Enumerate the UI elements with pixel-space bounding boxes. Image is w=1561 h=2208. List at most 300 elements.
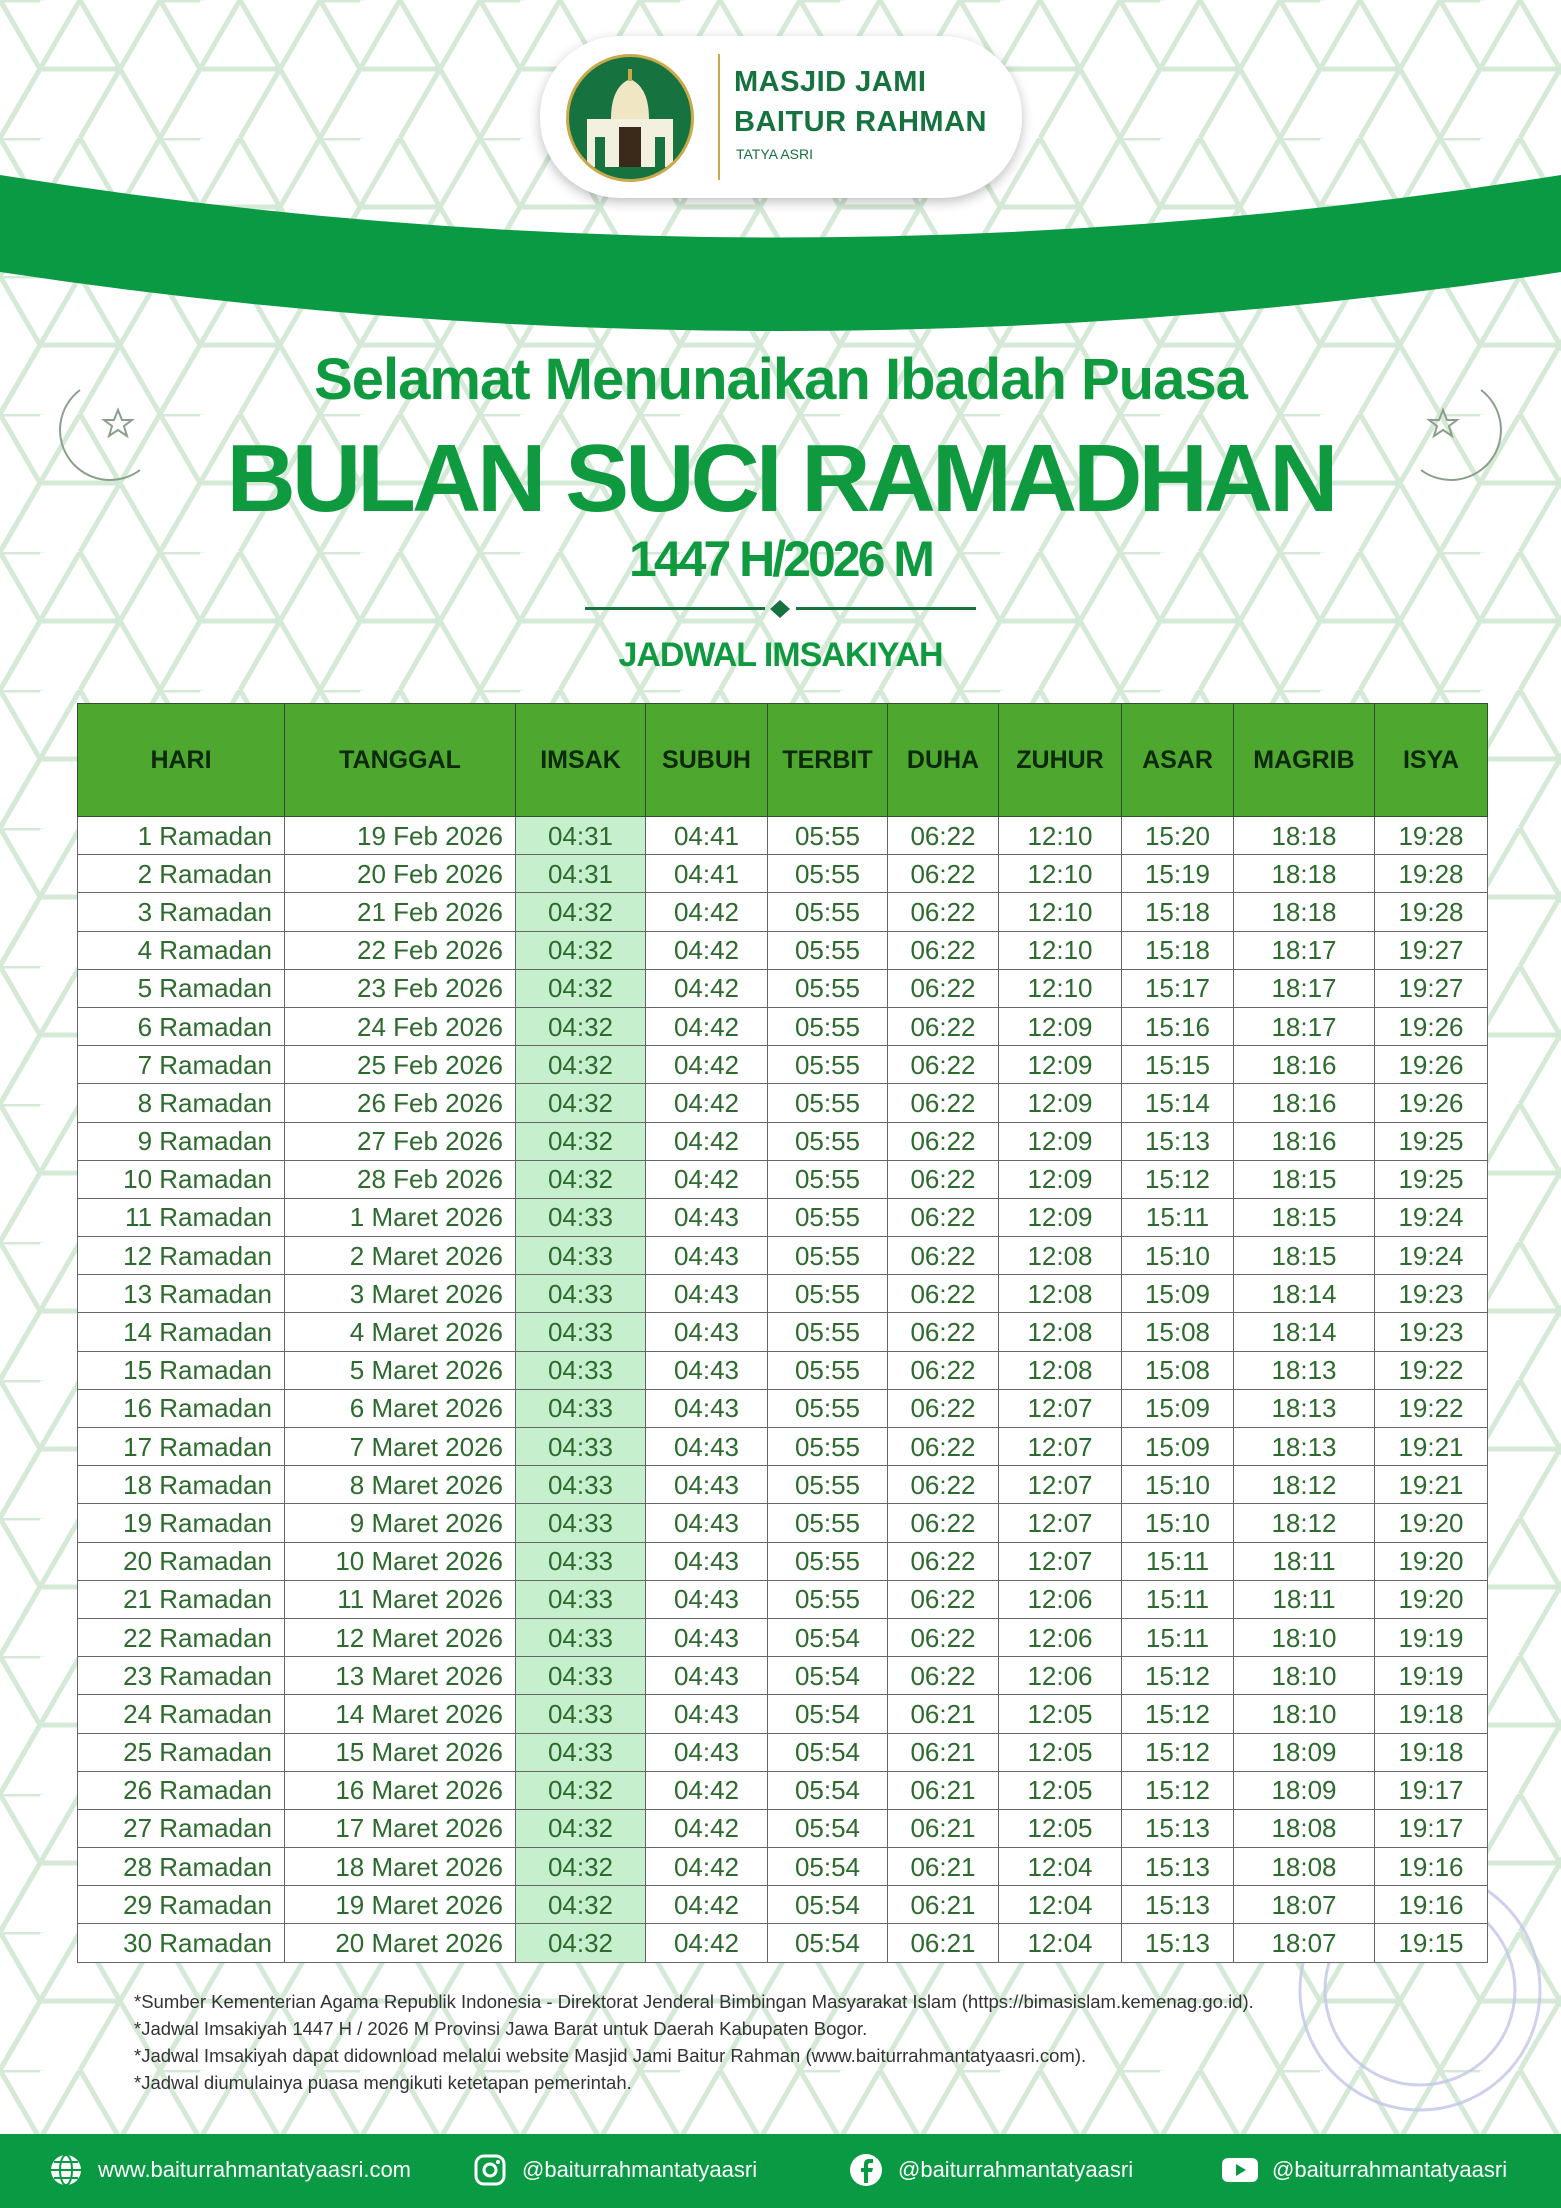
cell-subuh: 04:43 <box>646 1466 768 1504</box>
cell-zuhur: 12:09 <box>999 1084 1122 1122</box>
cell-hari: 18 Ramadan <box>78 1466 285 1504</box>
footer-youtube-link[interactable] <box>1222 2152 1507 2188</box>
cell-duha: 06:22 <box>888 1389 999 1427</box>
table-row <box>78 1313 1488 1351</box>
cell-zuhur: 12:05 <box>999 1695 1122 1733</box>
cell-asar: 15:09 <box>1122 1428 1234 1466</box>
cell-duha: 06:21 <box>888 1771 999 1809</box>
cell-terbit: 05:55 <box>768 1580 888 1618</box>
cell-isya: 19:24 <box>1375 1198 1488 1236</box>
footer-facebook-link[interactable] <box>848 2152 1133 2188</box>
cell-isya: 19:18 <box>1375 1695 1488 1733</box>
cell-hari: 30 Ramadan <box>78 1924 285 1962</box>
logo-subtitle: TATYA ASRI <box>736 146 814 162</box>
cell-imsak: 04:33 <box>516 1351 646 1389</box>
table-row <box>78 817 1488 855</box>
cell-asar: 15:13 <box>1122 1886 1234 1924</box>
table-row <box>78 1428 1488 1466</box>
cell-duha: 06:22 <box>888 1084 999 1122</box>
cell-zuhur: 12:07 <box>999 1428 1122 1466</box>
cell-zuhur: 12:08 <box>999 1237 1122 1275</box>
cell-magrib: 18:16 <box>1234 1046 1375 1084</box>
cell-magrib: 18:10 <box>1234 1695 1375 1733</box>
cell-hari: 6 Ramadan <box>78 1007 285 1045</box>
cell-subuh: 04:42 <box>646 1084 768 1122</box>
cell-terbit: 05:54 <box>768 1618 888 1656</box>
youtube-text: @baiturrahmantatyaasri <box>1272 2157 1508 2182</box>
cell-magrib: 18:08 <box>1234 1809 1375 1847</box>
cell-isya: 19:18 <box>1375 1733 1488 1771</box>
cell-imsak: 04:32 <box>516 1084 646 1122</box>
cell-zuhur: 12:10 <box>999 893 1122 931</box>
cell-subuh: 04:43 <box>646 1275 768 1313</box>
cell-duha: 06:22 <box>888 1007 999 1045</box>
cell-zuhur: 12:07 <box>999 1504 1122 1542</box>
cell-asar: 15:12 <box>1122 1695 1234 1733</box>
cell-isya: 19:19 <box>1375 1657 1488 1695</box>
cell-hari: 3 Ramadan <box>78 893 285 931</box>
cell-isya: 19:26 <box>1375 1046 1488 1084</box>
cell-hari: 17 Ramadan <box>78 1428 285 1466</box>
cell-isya: 19:24 <box>1375 1237 1488 1275</box>
cell-zuhur: 12:09 <box>999 1007 1122 1045</box>
cell-imsak: 04:31 <box>516 817 646 855</box>
cell-imsak: 04:33 <box>516 1580 646 1618</box>
cell-tanggal: 20 Feb 2026 <box>285 855 516 893</box>
cell-terbit: 05:54 <box>768 1809 888 1847</box>
logo-name-line2: BAITUR RAHMAN <box>734 106 987 138</box>
cell-hari: 7 Ramadan <box>78 1046 285 1084</box>
cell-duha: 06:22 <box>888 1198 999 1236</box>
cell-subuh: 04:43 <box>646 1695 768 1733</box>
cell-hari: 5 Ramadan <box>78 969 285 1007</box>
cell-hari: 21 Ramadan <box>78 1580 285 1618</box>
cell-isya: 19:20 <box>1375 1580 1488 1618</box>
cell-subuh: 04:41 <box>646 817 768 855</box>
footnote: *Jadwal Imsakiyah 1447 H / 2026 M Provinsi Jawa Barat untuk Daerah Kabupaten Bogor. <box>134 2018 868 2039</box>
cell-zuhur: 12:09 <box>999 1198 1122 1236</box>
column-header-isya: ISYA <box>1375 704 1488 817</box>
cell-asar: 15:13 <box>1122 1122 1234 1160</box>
cell-subuh: 04:43 <box>646 1733 768 1771</box>
cell-isya: 19:17 <box>1375 1771 1488 1809</box>
cell-subuh: 04:43 <box>646 1618 768 1656</box>
cell-terbit: 05:55 <box>768 1275 888 1313</box>
cell-duha: 06:21 <box>888 1733 999 1771</box>
cell-isya: 19:27 <box>1375 969 1488 1007</box>
cell-isya: 19:28 <box>1375 893 1488 931</box>
cell-imsak: 04:33 <box>516 1504 646 1542</box>
cell-tanggal: 27 Feb 2026 <box>285 1122 516 1160</box>
cell-zuhur: 12:05 <box>999 1733 1122 1771</box>
cell-asar: 15:18 <box>1122 931 1234 969</box>
cell-subuh: 04:42 <box>646 1160 768 1198</box>
cell-terbit: 05:54 <box>768 1733 888 1771</box>
cell-tanggal: 18 Maret 2026 <box>285 1848 516 1886</box>
cell-magrib: 18:07 <box>1234 1886 1375 1924</box>
cell-duha: 06:21 <box>888 1848 999 1886</box>
table-row <box>78 1809 1488 1847</box>
cell-tanggal: 19 Maret 2026 <box>285 1886 516 1924</box>
cell-isya: 19:23 <box>1375 1275 1488 1313</box>
cell-duha: 06:22 <box>888 1504 999 1542</box>
cell-hari: 8 Ramadan <box>78 1084 285 1122</box>
table-row <box>78 1122 1488 1160</box>
cell-hari: 25 Ramadan <box>78 1733 285 1771</box>
cell-imsak: 04:33 <box>516 1198 646 1236</box>
cell-hari: 19 Ramadan <box>78 1504 285 1542</box>
cell-tanggal: 24 Feb 2026 <box>285 1007 516 1045</box>
footnotes <box>134 1988 1254 2096</box>
cell-subuh: 04:43 <box>646 1351 768 1389</box>
cell-asar: 15:13 <box>1122 1924 1234 1962</box>
cell-magrib: 18:18 <box>1234 893 1375 931</box>
cell-duha: 06:22 <box>888 1237 999 1275</box>
cell-tanggal: 15 Maret 2026 <box>285 1733 516 1771</box>
cell-terbit: 05:55 <box>768 1466 888 1504</box>
cell-asar: 15:11 <box>1122 1198 1234 1236</box>
year-title: 1447 H/2026 M <box>629 531 932 587</box>
footnote: *Jadwal Imsakiyah dapat didownload melalui website Masjid Jami Baitur Rahman (www.baiturrahmantatyaasri.com). <box>134 2045 1087 2066</box>
cell-terbit: 05:55 <box>768 1428 888 1466</box>
cell-asar: 15:12 <box>1122 1160 1234 1198</box>
cell-subuh: 04:43 <box>646 1198 768 1236</box>
cell-duha: 06:22 <box>888 1428 999 1466</box>
cell-asar: 15:15 <box>1122 1046 1234 1084</box>
cell-asar: 15:10 <box>1122 1504 1234 1542</box>
cell-terbit: 05:54 <box>768 1886 888 1924</box>
cell-magrib: 18:12 <box>1234 1466 1375 1504</box>
cell-hari: 27 Ramadan <box>78 1809 285 1847</box>
cell-imsak: 04:32 <box>516 1122 646 1160</box>
table-row <box>78 931 1488 969</box>
cell-isya: 19:25 <box>1375 1160 1488 1198</box>
cell-duha: 06:22 <box>888 893 999 931</box>
cell-terbit: 05:55 <box>768 1198 888 1236</box>
cell-zuhur: 12:05 <box>999 1809 1122 1847</box>
table-row <box>78 969 1488 1007</box>
cell-asar: 15:08 <box>1122 1351 1234 1389</box>
column-header-terbit: TERBIT <box>768 704 888 817</box>
table-row <box>78 1389 1488 1427</box>
cell-tanggal: 12 Maret 2026 <box>285 1618 516 1656</box>
cell-asar: 15:11 <box>1122 1542 1234 1580</box>
cell-hari: 29 Ramadan <box>78 1886 285 1924</box>
cell-subuh: 04:43 <box>646 1428 768 1466</box>
cell-isya: 19:22 <box>1375 1351 1488 1389</box>
cell-magrib: 18:16 <box>1234 1122 1375 1160</box>
cell-terbit: 05:55 <box>768 855 888 893</box>
cell-subuh: 04:42 <box>646 1848 768 1886</box>
cell-imsak: 04:32 <box>516 969 646 1007</box>
cell-subuh: 04:42 <box>646 931 768 969</box>
cell-terbit: 05:55 <box>768 1122 888 1160</box>
table-row <box>78 893 1488 931</box>
cell-imsak: 04:33 <box>516 1313 646 1351</box>
facebook-icon <box>848 2152 884 2188</box>
footnote: *Jadwal diumulainya puasa mengikuti ketetapan pemerintah. <box>134 2072 632 2093</box>
cell-duha: 06:22 <box>888 1351 999 1389</box>
cell-tanggal: 25 Feb 2026 <box>285 1046 516 1084</box>
cell-subuh: 04:43 <box>646 1657 768 1695</box>
table-row <box>78 1618 1488 1656</box>
cell-duha: 06:21 <box>888 1886 999 1924</box>
cell-terbit: 05:55 <box>768 1046 888 1084</box>
cell-magrib: 18:18 <box>1234 817 1375 855</box>
cell-magrib: 18:15 <box>1234 1198 1375 1236</box>
cell-zuhur: 12:06 <box>999 1580 1122 1618</box>
cell-magrib: 18:08 <box>1234 1848 1375 1886</box>
table-row <box>78 1275 1488 1313</box>
cell-subuh: 04:41 <box>646 855 768 893</box>
cell-magrib: 18:18 <box>1234 855 1375 893</box>
cell-terbit: 05:55 <box>768 1007 888 1045</box>
cell-tanggal: 11 Maret 2026 <box>285 1580 516 1618</box>
cell-tanggal: 28 Feb 2026 <box>285 1160 516 1198</box>
cell-zuhur: 12:08 <box>999 1351 1122 1389</box>
cell-subuh: 04:42 <box>646 893 768 931</box>
cell-hari: 24 Ramadan <box>78 1695 285 1733</box>
youtube-icon <box>1222 2152 1258 2188</box>
cell-terbit: 05:55 <box>768 817 888 855</box>
cell-terbit: 05:55 <box>768 1389 888 1427</box>
cell-zuhur: 12:10 <box>999 817 1122 855</box>
cell-subuh: 04:42 <box>646 1046 768 1084</box>
footer-instagram-link[interactable] <box>472 2152 757 2188</box>
cell-magrib: 18:17 <box>1234 969 1375 1007</box>
cell-tanggal: 20 Maret 2026 <box>285 1924 516 1962</box>
cell-imsak: 04:32 <box>516 931 646 969</box>
cell-imsak: 04:33 <box>516 1237 646 1275</box>
cell-terbit: 05:55 <box>768 931 888 969</box>
cell-duha: 06:22 <box>888 1657 999 1695</box>
cell-imsak: 04:32 <box>516 1848 646 1886</box>
globe-icon <box>48 2152 84 2188</box>
cell-imsak: 04:33 <box>516 1389 646 1427</box>
cell-hari: 4 Ramadan <box>78 931 285 969</box>
column-header-subuh: SUBUH <box>646 704 768 817</box>
cell-asar: 15:12 <box>1122 1657 1234 1695</box>
cell-duha: 06:22 <box>888 1046 999 1084</box>
schedule-title: JADWAL IMSAKIYAH <box>618 636 943 674</box>
cell-magrib: 18:12 <box>1234 1504 1375 1542</box>
cell-isya: 19:26 <box>1375 1007 1488 1045</box>
column-header-hari: HARI <box>78 704 285 817</box>
cell-subuh: 04:43 <box>646 1580 768 1618</box>
cell-asar: 15:12 <box>1122 1771 1234 1809</box>
cell-imsak: 04:32 <box>516 893 646 931</box>
cell-imsak: 04:33 <box>516 1466 646 1504</box>
cell-duha: 06:22 <box>888 1313 999 1351</box>
cell-terbit: 05:55 <box>768 1351 888 1389</box>
cell-hari: 11 Ramadan <box>78 1198 285 1236</box>
cell-asar: 15:09 <box>1122 1389 1234 1427</box>
cell-duha: 06:22 <box>888 1275 999 1313</box>
table-row <box>78 1580 1488 1618</box>
cell-subuh: 04:43 <box>646 1237 768 1275</box>
cell-tanggal: 6 Maret 2026 <box>285 1389 516 1427</box>
cell-zuhur: 12:04 <box>999 1886 1122 1924</box>
cell-isya: 19:23 <box>1375 1313 1488 1351</box>
cell-terbit: 05:55 <box>768 1504 888 1542</box>
cell-duha: 06:22 <box>888 969 999 1007</box>
cell-asar: 15:14 <box>1122 1084 1234 1122</box>
column-header-imsak: IMSAK <box>516 704 646 817</box>
cell-terbit: 05:54 <box>768 1695 888 1733</box>
table-body <box>78 817 1488 1963</box>
cell-isya: 19:21 <box>1375 1466 1488 1504</box>
footer-website-link[interactable] <box>48 2152 411 2188</box>
cell-asar: 15:11 <box>1122 1618 1234 1656</box>
cell-hari: 16 Ramadan <box>78 1389 285 1427</box>
table-row <box>78 1657 1488 1695</box>
cell-duha: 06:22 <box>888 931 999 969</box>
cell-subuh: 04:43 <box>646 1542 768 1580</box>
cell-imsak: 04:33 <box>516 1657 646 1695</box>
cell-tanggal: 2 Maret 2026 <box>285 1237 516 1275</box>
table-row <box>78 1924 1488 1962</box>
cell-imsak: 04:33 <box>516 1275 646 1313</box>
cell-duha: 06:22 <box>888 1160 999 1198</box>
cell-isya: 19:15 <box>1375 1924 1488 1962</box>
cell-zuhur: 12:09 <box>999 1046 1122 1084</box>
cell-zuhur: 12:09 <box>999 1160 1122 1198</box>
cell-hari: 9 Ramadan <box>78 1122 285 1160</box>
cell-imsak: 04:32 <box>516 1007 646 1045</box>
cell-magrib: 18:11 <box>1234 1580 1375 1618</box>
table-row <box>78 1046 1488 1084</box>
table-row <box>78 1084 1488 1122</box>
cell-imsak: 04:32 <box>516 1809 646 1847</box>
cell-terbit: 05:55 <box>768 1160 888 1198</box>
cell-zuhur: 12:10 <box>999 969 1122 1007</box>
cell-asar: 15:19 <box>1122 855 1234 893</box>
cell-zuhur: 12:06 <box>999 1618 1122 1656</box>
cell-magrib: 18:14 <box>1234 1313 1375 1351</box>
cell-tanggal: 23 Feb 2026 <box>285 969 516 1007</box>
cell-duha: 06:21 <box>888 1695 999 1733</box>
table-row <box>78 1198 1488 1236</box>
cell-tanggal: 19 Feb 2026 <box>285 817 516 855</box>
table-row <box>78 1160 1488 1198</box>
cell-duha: 06:22 <box>888 855 999 893</box>
main-title: BULAN SUCI RAMADHAN <box>226 425 1335 532</box>
cell-duha: 06:21 <box>888 1924 999 1962</box>
cell-asar: 15:16 <box>1122 1007 1234 1045</box>
cell-hari: 14 Ramadan <box>78 1313 285 1351</box>
cell-isya: 19:27 <box>1375 931 1488 969</box>
cell-tanggal: 16 Maret 2026 <box>285 1771 516 1809</box>
cell-asar: 15:13 <box>1122 1809 1234 1847</box>
cell-imsak: 04:32 <box>516 1160 646 1198</box>
table-row <box>78 1007 1488 1045</box>
cell-magrib: 18:15 <box>1234 1237 1375 1275</box>
cell-terbit: 05:55 <box>768 969 888 1007</box>
cell-imsak: 04:33 <box>516 1618 646 1656</box>
cell-subuh: 04:42 <box>646 1007 768 1045</box>
cell-zuhur: 12:10 <box>999 931 1122 969</box>
cell-hari: 22 Ramadan <box>78 1618 285 1656</box>
cell-zuhur: 12:09 <box>999 1122 1122 1160</box>
cell-imsak: 04:33 <box>516 1695 646 1733</box>
logo-badge <box>540 36 1022 198</box>
footer-bar <box>0 2134 1561 2208</box>
cell-tanggal: 9 Maret 2026 <box>285 1504 516 1542</box>
cell-magrib: 18:07 <box>1234 1924 1375 1962</box>
cell-isya: 19:22 <box>1375 1389 1488 1427</box>
cell-tanggal: 7 Maret 2026 <box>285 1428 516 1466</box>
cell-subuh: 04:42 <box>646 1886 768 1924</box>
table-row <box>78 1886 1488 1924</box>
column-header-asar: ASAR <box>1122 704 1234 817</box>
cell-hari: 1 Ramadan <box>78 817 285 855</box>
cell-imsak: 04:32 <box>516 1771 646 1809</box>
instagram-text: @baiturrahmantatyaasri <box>522 2157 758 2182</box>
cell-hari: 28 Ramadan <box>78 1848 285 1886</box>
cell-terbit: 05:55 <box>768 1084 888 1122</box>
cell-magrib: 18:10 <box>1234 1618 1375 1656</box>
cell-terbit: 05:55 <box>768 1542 888 1580</box>
cell-magrib: 18:13 <box>1234 1428 1375 1466</box>
cell-magrib: 18:09 <box>1234 1771 1375 1809</box>
greeting-title: Selamat Menunaikan Ibadah Puasa <box>314 347 1247 412</box>
cell-asar: 15:12 <box>1122 1733 1234 1771</box>
cell-zuhur: 12:07 <box>999 1466 1122 1504</box>
cell-duha: 06:22 <box>888 1542 999 1580</box>
cell-hari: 12 Ramadan <box>78 1237 285 1275</box>
table-row <box>78 1771 1488 1809</box>
cell-subuh: 04:42 <box>646 1122 768 1160</box>
cell-subuh: 04:42 <box>646 1809 768 1847</box>
cell-isya: 19:16 <box>1375 1848 1488 1886</box>
table-row <box>78 1504 1488 1542</box>
cell-terbit: 05:54 <box>768 1924 888 1962</box>
cell-asar: 15:11 <box>1122 1580 1234 1618</box>
cell-subuh: 04:43 <box>646 1389 768 1427</box>
cell-imsak: 04:33 <box>516 1733 646 1771</box>
cell-magrib: 18:13 <box>1234 1351 1375 1389</box>
cell-imsak: 04:32 <box>516 1886 646 1924</box>
cell-isya: 19:20 <box>1375 1504 1488 1542</box>
cell-hari: 10 Ramadan <box>78 1160 285 1198</box>
table-row <box>78 1237 1488 1275</box>
cell-subuh: 04:42 <box>646 1771 768 1809</box>
facebook-text: @baiturrahmantatyaasri <box>898 2157 1134 2182</box>
cell-magrib: 18:14 <box>1234 1275 1375 1313</box>
cell-magrib: 18:13 <box>1234 1389 1375 1427</box>
cell-tanggal: 22 Feb 2026 <box>285 931 516 969</box>
cell-zuhur: 12:05 <box>999 1771 1122 1809</box>
website-text: www.baiturrahmantatyaasri.com <box>98 2157 412 2182</box>
cell-hari: 15 Ramadan <box>78 1351 285 1389</box>
cell-imsak: 04:32 <box>516 1046 646 1084</box>
cell-zuhur: 12:06 <box>999 1657 1122 1695</box>
cell-hari: 26 Ramadan <box>78 1771 285 1809</box>
cell-magrib: 18:11 <box>1234 1542 1375 1580</box>
cell-subuh: 04:42 <box>646 1924 768 1962</box>
cell-isya: 19:17 <box>1375 1809 1488 1847</box>
imsakiyah-table <box>77 703 1488 1963</box>
cell-duha: 06:22 <box>888 1580 999 1618</box>
cell-duha: 06:21 <box>888 1809 999 1847</box>
cell-subuh: 04:43 <box>646 1313 768 1351</box>
cell-tanggal: 26 Feb 2026 <box>285 1084 516 1122</box>
cell-isya: 19:21 <box>1375 1428 1488 1466</box>
footnote: *Sumber Kementerian Agama Republik Indonesia - Direktorat Jenderal Bimbingan Masyarakat Islam (https://bimasislam.kemenag.go.id). <box>134 1991 1254 2012</box>
cell-asar: 15:13 <box>1122 1848 1234 1886</box>
cell-magrib: 18:09 <box>1234 1733 1375 1771</box>
cell-terbit: 05:54 <box>768 1657 888 1695</box>
